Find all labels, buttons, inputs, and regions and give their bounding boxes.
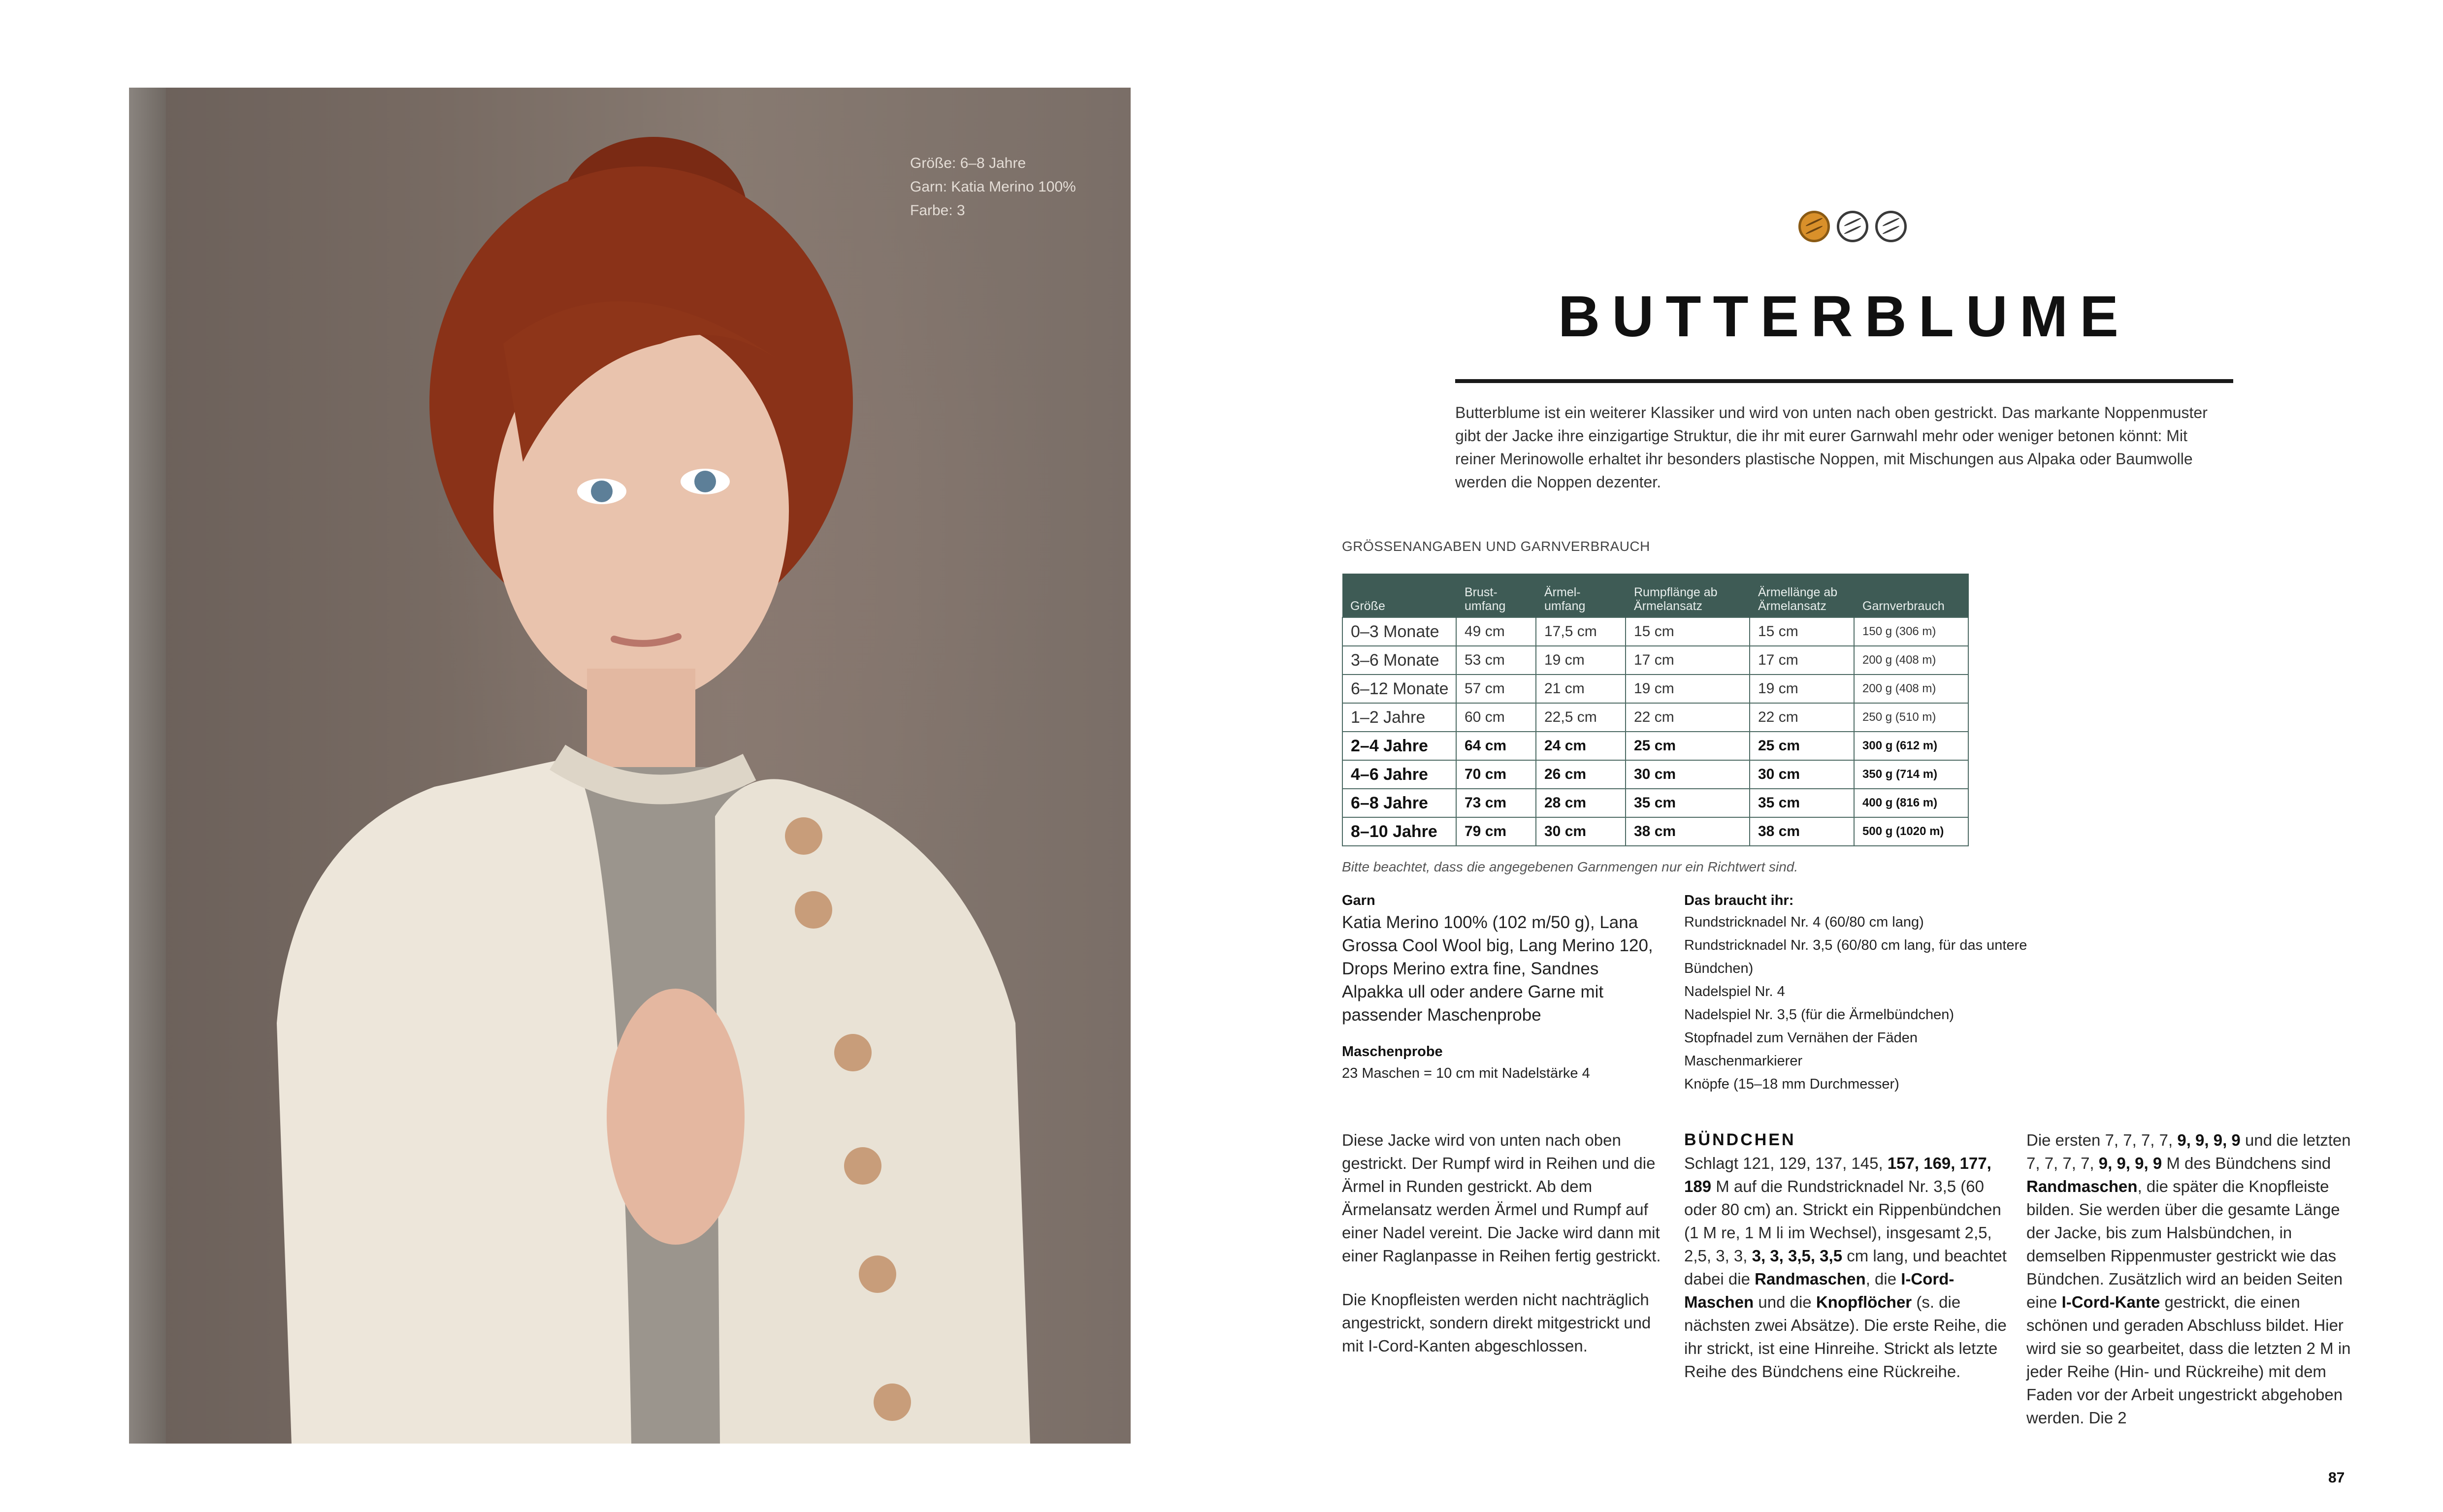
table-cell: 200 g (408 m) <box>1854 646 1968 675</box>
table-cell: 79 cm <box>1456 817 1536 846</box>
button-2 <box>795 891 832 929</box>
yarn-ball-icon <box>1875 211 1907 242</box>
list-item: Nadelspiel Nr. 4 <box>1684 984 1785 999</box>
text-run: cm lang, und beachtet dabei die <box>1684 1247 2007 1288</box>
table-cell: 35 cm <box>1750 789 1854 817</box>
text-run: , die <box>1865 1270 1901 1288</box>
yarn-ball-icon <box>1837 211 1868 242</box>
text-run: Schlagt 121, 129, 137, 145, <box>1684 1154 1888 1172</box>
column-header-text: Rumpflänge ab Ärmelansatz <box>1634 585 1718 613</box>
table-cell: 17 cm <box>1626 646 1750 675</box>
bold-run: I-Cord-Kante <box>2061 1293 2160 1311</box>
column-header: Garnverbrauch <box>1854 574 1968 617</box>
table-row <box>1342 789 1968 817</box>
table-cell: 49 cm <box>1456 617 1536 646</box>
table-cell: 200 g (408 m) <box>1854 675 1968 703</box>
body-column-3 <box>2026 1128 2351 1429</box>
table-cell: 22,5 cm <box>1536 703 1626 732</box>
gauge-label: Maschenprobe <box>1342 1044 1443 1060</box>
column-header <box>1626 574 1750 617</box>
table-cell: 24 cm <box>1536 732 1626 760</box>
text-run: (s. die nächsten zwei Absätze). Die erste Reihe, die ihr strickt, ist eine Hinreihe. Strickt als letzte Reihe des Bündchens eine Rückreihe. <box>1684 1293 2007 1381</box>
caption-color: Farbe: 3 <box>910 202 965 219</box>
difficulty-rating <box>1798 211 1907 242</box>
text-run: und die <box>1754 1293 1816 1311</box>
girl-illustration <box>129 88 1131 1444</box>
table-row <box>1342 732 1968 760</box>
column-header <box>1536 574 1626 617</box>
yarn-info <box>1342 890 1662 1085</box>
column-header-text: Ärmel- umfang <box>1544 585 1586 613</box>
button-1 <box>785 817 822 855</box>
table-row <box>1342 703 1968 732</box>
column-header-text: Ärmellänge ab Ärmelansatz <box>1758 585 1838 613</box>
table-cell: 25 cm <box>1626 732 1750 760</box>
text-run: und die letzten 7, 7, 7, 7, <box>2026 1131 2351 1172</box>
bold-run: 3, 3, 3,5, 3,5 <box>1752 1247 1843 1265</box>
button-5 <box>859 1255 896 1293</box>
table-cell: 3–6 Monate <box>1342 646 1456 675</box>
construction-paragraph: Diese Jacke wird von unten nach oben gestrickt. Der Rumpf wird in Reihen und die Ärmel in Runden gestrickt. Ab dem Ärmelansatz werden Ärmel und Rumpf auf einer Nadel vereint. Die Jacke wird dann mit einer Raglanpasse in Reihen fertig gestrickt. <box>1342 1131 1661 1265</box>
table-row <box>1342 675 1968 703</box>
supplies-label: Das braucht ihr: <box>1684 893 1794 908</box>
column-header: Größe <box>1342 574 1456 617</box>
hand <box>607 989 745 1245</box>
table-cell: 15 cm <box>1750 617 1854 646</box>
table-row <box>1342 617 1968 646</box>
table-cell: 1–2 Jahre <box>1342 703 1456 732</box>
section-heading: BÜNDCHEN <box>1684 1130 1796 1149</box>
text-run: , die später die Knopfleiste bilden. Sie werden über die gesamte Länge der Jacke, bis zum Halsbündchen, in demselben Rippenmuster gestrickt wie das Bündchen. Zusätzlich wird an beiden Seiten eine <box>2026 1177 2343 1311</box>
yarn-text: Katia Merino 100% (102 m/50 g), Lana Grossa Cool Wool big, Lang Merino 120, Drops Merino extra fine, Sandnes Alpakka ull oder andere Garne mit passender Maschenprobe <box>1342 913 1653 1025</box>
list-item: Rundstricknadel Nr. 3,5 (60/80 cm lang, für das untere Bündchen) <box>1684 937 2027 976</box>
table-note: Bitte beachtet, dass die angegebenen Garnmengen nur ein Richtwert sind. <box>1342 859 1798 874</box>
pattern-title: BUTTERBLUME <box>1558 284 2131 349</box>
table-cell: 500 g (1020 m) <box>1854 817 1968 846</box>
caption-size: Größe: 6–8 Jahre <box>910 155 1026 171</box>
bold-run: Randmaschen <box>2026 1177 2138 1195</box>
table-cell: 53 cm <box>1456 646 1536 675</box>
bold-run: 9, 9, 9, 9 <box>2177 1131 2241 1149</box>
table-cell: 26 cm <box>1536 760 1626 789</box>
text-run: M auf die Rundstricknadel Nr. 3,5 (60 oder 80 cm) an. Strickt ein Rippenbündchen (1 M re, 1 M li im Wechsel), insgesamt 2,5, 2,5, 3, 3, <box>1684 1177 2001 1265</box>
table-cell: 17 cm <box>1750 646 1854 675</box>
list-item: Rundstricknadel Nr. 4 (60/80 cm lang) <box>1684 914 1924 930</box>
table-cell: 17,5 cm <box>1536 617 1626 646</box>
table-cell: 19 cm <box>1626 675 1750 703</box>
table-cell: 21 cm <box>1536 675 1626 703</box>
button-6 <box>874 1383 911 1421</box>
cardigan-left <box>277 757 631 1444</box>
right-iris <box>694 471 716 492</box>
table-cell: 19 cm <box>1536 646 1626 675</box>
yarn-ball-icon <box>1798 211 1830 242</box>
gauge-text: 23 Maschen = 10 cm mit Nadelstärke 4 <box>1342 1065 1590 1081</box>
bold-run: I-Cord-Maschen <box>1684 1270 1954 1311</box>
text-run: Die ersten 7, 7, 7, 7, <box>2026 1131 2178 1149</box>
size-table <box>1342 574 1969 846</box>
title-divider <box>1455 379 2233 383</box>
yarn-label: Garn <box>1342 893 1375 908</box>
table-header-row <box>1342 574 1968 617</box>
bold-run: 9, 9, 9, 9 <box>2098 1154 2162 1172</box>
table-cell: 250 g (510 m) <box>1854 703 1968 732</box>
table-cell: 350 g (714 m) <box>1854 760 1968 789</box>
photo-caption <box>910 152 1076 223</box>
page-number: 87 <box>2328 1470 2345 1486</box>
table-row <box>1342 646 1968 675</box>
table-cell: 70 cm <box>1456 760 1536 789</box>
table-cell: 22 cm <box>1626 703 1750 732</box>
table-cell: 6–12 Monate <box>1342 675 1456 703</box>
ribbing-paragraph <box>1684 1152 2009 1383</box>
table-cell: 28 cm <box>1536 789 1626 817</box>
table-cell: 19 cm <box>1750 675 1854 703</box>
body-column-2 <box>1684 1128 2009 1383</box>
cardigan-right <box>715 779 1030 1444</box>
column-header <box>1750 574 1854 617</box>
bold-run: 157, 169, 177, 189 <box>1684 1154 1991 1195</box>
column-header <box>1456 574 1536 617</box>
button-3 <box>834 1034 872 1071</box>
bold-run: Knopflöcher <box>1816 1293 1912 1311</box>
table-cell: 30 cm <box>1750 760 1854 789</box>
table-cell: 30 cm <box>1536 817 1626 846</box>
list-item: Knöpfe (15–18 mm Durchmesser) <box>1684 1076 1899 1092</box>
table-cell: 25 cm <box>1750 732 1854 760</box>
table-cell: 38 cm <box>1750 817 1854 846</box>
sizes-heading: GRÖSSENANGABEN UND GARNVERBRAUCH <box>1342 539 1650 554</box>
body-column-1 <box>1342 1128 1667 1378</box>
list-item: Maschenmarkierer <box>1684 1053 1803 1069</box>
table-cell: 73 cm <box>1456 789 1536 817</box>
column-header-text: Brust- umfang <box>1465 585 1506 613</box>
button-4 <box>844 1147 881 1185</box>
table-cell: 300 g (612 m) <box>1854 732 1968 760</box>
cardigan-photo <box>129 88 1131 1444</box>
button-band-paragraph: Die Knopfleisten werden nicht nachträglich angestrickt, sondern direkt mitgestrickt und mit I-Cord-Kanten abgeschlossen. <box>1342 1290 1651 1355</box>
table-cell: 64 cm <box>1456 732 1536 760</box>
edge-stitch-paragraph <box>2026 1128 2351 1429</box>
table-row <box>1342 817 1968 846</box>
table-cell: 35 cm <box>1626 789 1750 817</box>
text-run: M des Bündchens sind <box>2162 1154 2331 1172</box>
table-cell: 6–8 Jahre <box>1342 789 1456 817</box>
caption-yarn: Garn: Katia Merino 100% <box>910 179 1076 195</box>
intro-text: Butterblume ist ein weiterer Klassiker und wird von unten nach oben gestrickt. Das markante Noppenmuster gibt der Jacke ihre einzigartige Struktur, die ihr mit eurer Garnwahl mehr oder weniger betonen könnt: Mit reiner Merinowolle erhaltet ihr besonders plastische Noppen, mit Mischungen aus Alpaka oder Baumwolle werden die Noppen dezenter. <box>1455 404 2208 491</box>
table-cell: 22 cm <box>1750 703 1854 732</box>
table-cell: 57 cm <box>1456 675 1536 703</box>
bold-run: Randmaschen <box>1755 1270 1866 1288</box>
table-cell: 38 cm <box>1626 817 1750 846</box>
table-cell: 15 cm <box>1626 617 1750 646</box>
table-cell: 30 cm <box>1626 760 1750 789</box>
list-item: Nadelspiel Nr. 3,5 (für die Ärmelbündchen) <box>1684 1007 1954 1023</box>
table-cell: 0–3 Monate <box>1342 617 1456 646</box>
table-row <box>1342 760 1968 789</box>
table-cell: 60 cm <box>1456 703 1536 732</box>
table-cell: 400 g (816 m) <box>1854 789 1968 817</box>
supplies-list <box>1684 890 2029 1096</box>
table-cell: 4–6 Jahre <box>1342 760 1456 789</box>
table-cell: 8–10 Jahre <box>1342 817 1456 846</box>
left-iris <box>591 481 613 502</box>
table-cell: 2–4 Jahre <box>1342 732 1456 760</box>
list-item: Stopfnadel zum Vernähen der Fäden <box>1684 1030 1918 1046</box>
table-cell: 150 g (306 m) <box>1854 617 1968 646</box>
text-run: gestrickt, die einen schönen und geraden Abschluss bildet. Hier wird sie so gearbeitet, dass die letzten 2 M in jeder Reihe (Hin- und Rückreihe) mit dem Faden vor der Arbeit ungestrickt abgehoben werden. Die 2 <box>2026 1293 2351 1427</box>
